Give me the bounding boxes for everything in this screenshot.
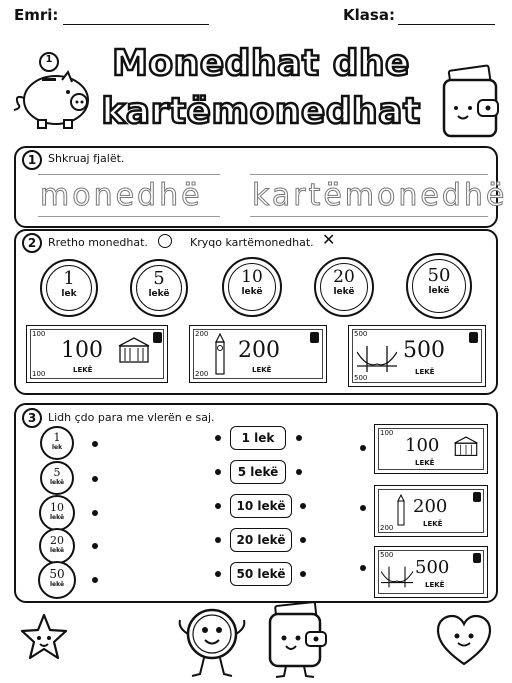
coin-unit: lekë	[241, 287, 263, 297]
match-dot[interactable]	[92, 510, 98, 516]
banknote-200[interactable]	[189, 325, 327, 383]
clock-tower-icon	[395, 492, 407, 528]
coin-value: 1	[53, 431, 61, 444]
note-currency: LEKË	[415, 368, 435, 376]
match-dot[interactable]	[360, 445, 366, 451]
circle-icon	[158, 234, 172, 248]
coin-unit: lekë	[49, 581, 65, 588]
guide-line	[250, 174, 488, 175]
match-dot[interactable]	[92, 441, 98, 447]
match-dot[interactable]	[215, 435, 221, 441]
match-banknote-200	[374, 485, 488, 537]
note-value: 200	[238, 338, 280, 363]
coin-value: 5	[153, 268, 165, 289]
section-3-instruction: Lidh çdo para me vlerën e saj.	[48, 411, 215, 424]
coin-5-leke[interactable]	[130, 259, 188, 317]
value-1-lek: 1 lek	[230, 426, 286, 450]
section-2-number: 2	[22, 233, 42, 253]
note-corner: 200	[380, 524, 394, 532]
cross-icon: ✕	[322, 230, 336, 249]
title-line1: Monedhat dhe	[112, 43, 410, 84]
trace-word-kartemonedhe[interactable]: kartëmonedhë	[252, 178, 508, 213]
name-label: Emri:	[14, 6, 59, 24]
coin-value: 10	[241, 267, 263, 287]
name-field[interactable]	[63, 24, 209, 25]
match-banknote-100	[374, 424, 488, 474]
coin-value: 20	[50, 534, 64, 547]
match-dot[interactable]	[215, 571, 221, 577]
match-coin-10-leke	[39, 495, 75, 531]
coin-unit: lekë	[428, 286, 450, 296]
match-dot[interactable]	[92, 476, 98, 482]
eagle-emblem-icon	[153, 332, 162, 343]
coin-value: 5	[53, 466, 61, 479]
bridge-icon	[381, 563, 413, 591]
note-value: 100	[61, 338, 103, 363]
guide-line	[250, 216, 488, 217]
note-currency: LEKË	[252, 366, 272, 374]
match-coin-1-lek	[40, 426, 74, 460]
coin-unit: lekë	[49, 514, 65, 521]
match-dot[interactable]	[92, 577, 98, 583]
eagle-emblem-icon	[473, 553, 481, 563]
match-dot[interactable]	[300, 571, 306, 577]
value-20-leke: 20 lekë	[230, 528, 292, 552]
note-currency: LEKË	[73, 366, 93, 374]
bridge-icon	[357, 342, 397, 376]
piggy-coin-value: 1	[45, 54, 53, 65]
coin-character-icon	[172, 600, 252, 680]
match-dot[interactable]	[360, 505, 366, 511]
banknote-500[interactable]	[348, 325, 486, 387]
coin-50-leke[interactable]	[406, 253, 472, 319]
note-value: 500	[415, 557, 450, 578]
note-corner: 100	[380, 429, 394, 437]
note-corner: 100	[32, 330, 46, 338]
coin-unit: lek	[51, 444, 63, 451]
note-corner: 500	[354, 374, 368, 382]
guide-line	[38, 216, 220, 217]
note-corner: 200	[195, 330, 209, 338]
match-dot[interactable]	[215, 537, 221, 543]
title-line2: kartëmonedhat	[101, 91, 421, 132]
note-corner: 500	[380, 551, 394, 559]
note-currency: LEKË	[425, 581, 445, 589]
section-3-number: 3	[22, 408, 42, 428]
value-50-leke: 50 lekë	[230, 562, 292, 586]
match-coin-50-leke	[38, 561, 76, 599]
match-dot[interactable]	[215, 503, 221, 509]
note-corner: 500	[354, 330, 368, 338]
coin-value: 1	[63, 268, 75, 289]
note-corner: 100	[32, 370, 46, 378]
note-value: 500	[403, 338, 445, 363]
section-1-number: 1	[22, 150, 42, 170]
coin-value: 50	[49, 567, 65, 581]
building-icon	[453, 435, 479, 459]
note-value: 200	[413, 496, 448, 517]
value-5-leke: 5 lekë	[230, 460, 286, 484]
coin-1-lek[interactable]	[40, 259, 98, 317]
eagle-emblem-icon	[469, 332, 478, 343]
building-icon	[117, 336, 151, 366]
trace-word-monedhe[interactable]: monedhë	[40, 178, 203, 213]
match-dot[interactable]	[296, 469, 302, 475]
match-dot[interactable]	[300, 503, 306, 509]
coin-value: 50	[427, 265, 451, 286]
match-dot[interactable]	[300, 537, 306, 543]
match-dot[interactable]	[296, 435, 302, 441]
banknote-100[interactable]	[26, 325, 168, 383]
coin-10-leke[interactable]	[222, 257, 282, 317]
coin-20-leke[interactable]	[314, 257, 374, 317]
note-value: 100	[405, 435, 440, 456]
note-currency: LEKË	[415, 459, 435, 467]
coin-value: 20	[333, 267, 355, 287]
eagle-emblem-icon	[473, 492, 481, 502]
section-1-instruction: Shkruaj fjalët.	[48, 152, 125, 165]
coin-unit: lek	[61, 289, 77, 299]
match-dot[interactable]	[215, 469, 221, 475]
wallet-character-icon	[262, 600, 336, 680]
note-corner: 200	[195, 370, 209, 378]
guide-line	[38, 174, 220, 175]
match-coin-5-leke	[40, 461, 74, 495]
eagle-emblem-icon	[310, 332, 319, 343]
match-banknote-500	[374, 546, 488, 598]
section-2-instruction-circle: Rretho monedhat.	[48, 236, 148, 249]
section-2-instruction-cross: Kryqo kartëmonedhat.	[190, 236, 314, 249]
wallet-icon	[440, 64, 502, 142]
coin-unit: lekë	[333, 287, 355, 297]
coin-unit: lekë	[49, 479, 65, 486]
match-coin-20-leke	[39, 528, 75, 564]
class-label: Klasa:	[343, 6, 395, 24]
match-dot[interactable]	[92, 543, 98, 549]
coin-value: 10	[50, 501, 64, 514]
star-character-icon	[18, 612, 70, 664]
heart-character-icon	[434, 612, 494, 670]
coin-unit: lekë	[49, 547, 65, 554]
note-currency: LEKË	[423, 520, 443, 528]
clock-tower-icon	[212, 332, 228, 376]
class-field[interactable]	[398, 24, 495, 25]
value-10-leke: 10 lekë	[230, 494, 292, 518]
match-dot[interactable]	[360, 565, 366, 571]
coin-unit: lekë	[148, 289, 170, 299]
